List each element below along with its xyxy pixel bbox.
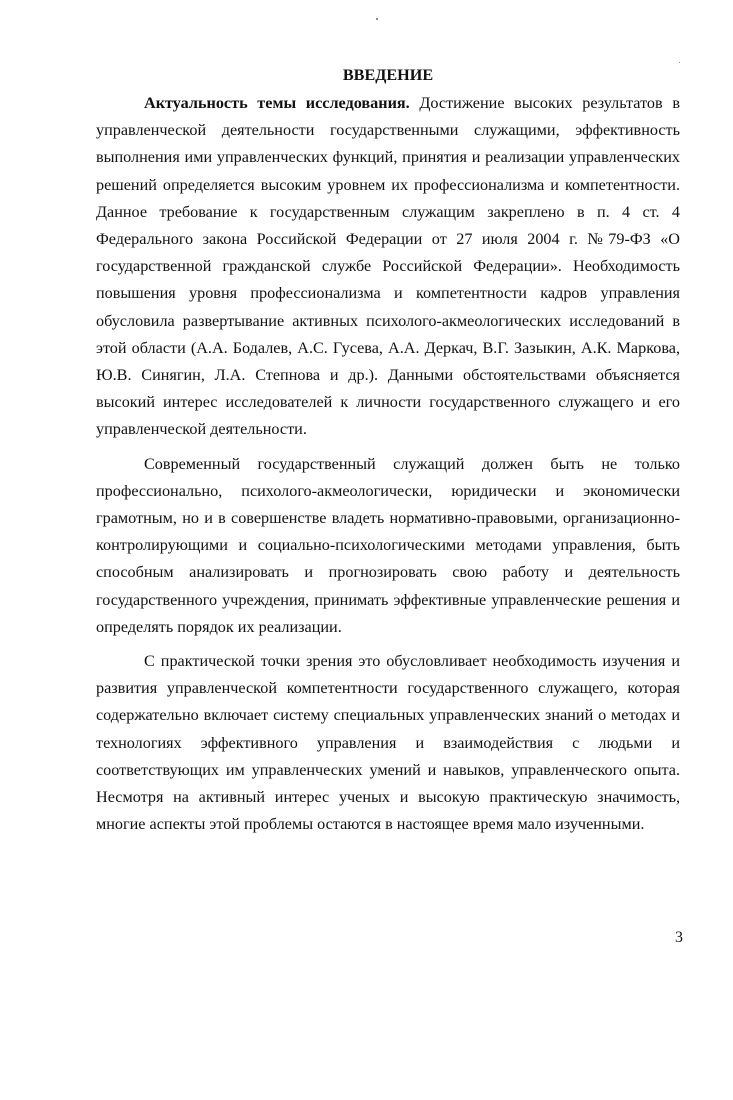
- paragraph-practical-view: [96, 648, 680, 838]
- page-title: ВВЕДЕНИЕ: [342, 66, 434, 84]
- paragraph-text: С практической точки зрения это обусловливает необходимость изучения и развития управленческой компетентности государственного служащего, которая содержательно включает систему специальных управленческих знаний о методах и технологиях эффективного управления и взаимодействия с людьми и соответствующих им управленческих умений и навыков, управленческого опыта. Несмотря на активный интерес ученых и высокую практическую значимость, многие аспекты этой проблемы остаются в настоящее время мало изученными.: [96, 652, 680, 834]
- paragraph-text: Современный государственный служащий должен быть не только профессионально, психолого-акмеологически, юридически и экономически грамотным, но и в совершенстве владеть нормативно-правовыми, организационно-контролирующими и социально-психологическими методами управления, быть способным анализировать и прогнозировать свою работу и деятельность государственного учреждения, принимать эффективные управленческие решения и определять порядок их реализации.: [96, 454, 680, 636]
- document-page: [96, 63, 680, 845]
- paragraph-lead: Актуальность темы исследования.: [144, 94, 410, 112]
- paragraph-text: Достижение высоких результатов в управленческой деятельности государственными служащими, эффективность выполнения ими управленческих функций, принятия и реализации управленческих решений определяется высоким уровнем их профессионализма и компетентности. Данное требование к государственным служащим закреплено в п. 4 ст. 4 Федерального закона Российской Федерации от 27 июля 2004 г. №79-ФЗ «О государственной гражданской службе Российской Федерации». Необходимость повышения уровня профессионализма и компетентности кадров управления обусловила развертывание активных психолого-акмеологических исследований в этой области (А.А. Бодалев, А.С. Гусева, А.А. Деркач, В.Г. Зазыкин, А.К. Маркова, Ю.В. Синягин, Л.А. Степнова и др.). Данными обстоятельствами объясняется высокий интерес исследователей к личности государственного служащего и его управленческой деятельности.: [96, 94, 680, 439]
- scan-speck: [376, 18, 378, 20]
- paragraph-modern-servant: [96, 451, 680, 641]
- paragraph-relevance: [96, 90, 680, 444]
- page-number: 3: [675, 929, 683, 946]
